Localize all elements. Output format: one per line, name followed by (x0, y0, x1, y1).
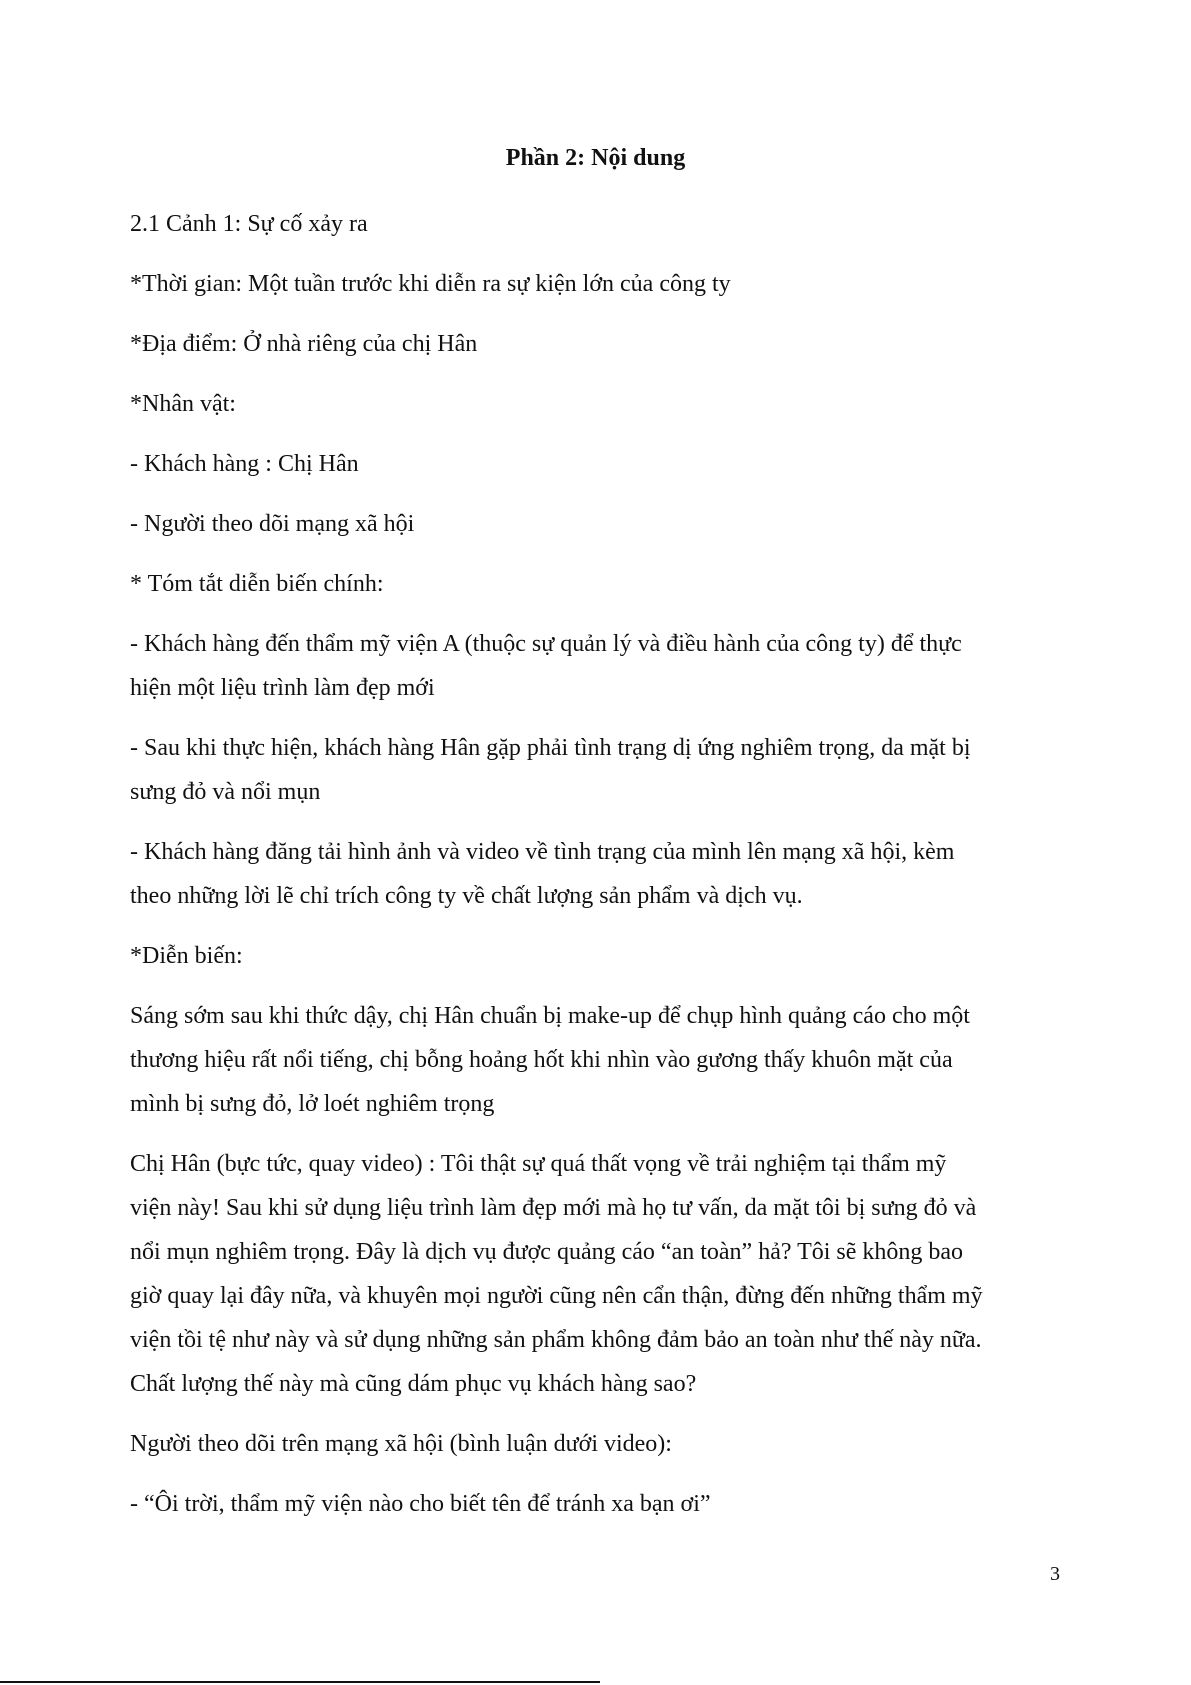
summary-item-3-line-2: theo những lời lẽ chỉ trích công ty về chất lượng sản phẩm và dịch vụ. (130, 883, 803, 909)
summary-item-1-line-2: hiện một liệu trình làm đẹp mới (130, 675, 435, 701)
followers-label: Người theo dõi trên mạng xã hội (bình luận dưới video): (130, 1431, 672, 1457)
characters-label: *Nhân vật: (130, 391, 236, 417)
narrative-line-1: Sáng sớm sau khi thức dậy, chị Hân chuẩn bị make-up để chụp hình quảng cáo cho một (130, 1003, 970, 1029)
summary-label: * Tóm tắt diễn biến chính: (130, 571, 384, 597)
dialogue-line-6: Chất lượng thế này mà cũng dám phục vụ khách hàng sao? (130, 1371, 697, 1397)
development-label: *Diễn biến: (130, 943, 243, 969)
summary-item-2-line-2: sưng đỏ và nổi mụn (130, 779, 321, 805)
summary-item-1-line-1: - Khách hàng đến thẩm mỹ viện A (thuộc sự quản lý và điều hành của công ty) để thực (130, 631, 962, 657)
character-followers: - Người theo dõi mạng xã hội (130, 511, 415, 537)
dialogue-line-4: giờ quay lại đây nữa, và khuyên mọi người cũng nên cẩn thận, đừng đến những thẩm mỹ (130, 1283, 983, 1309)
dialogue-line-1: Chị Hân (bực tức, quay video) : Tôi thật sự quá thất vọng về trải nghiệm tại thẩm mỹ (130, 1151, 947, 1177)
location-line: *Địa điểm: Ở nhà riêng của chị Hân (130, 331, 478, 357)
dialogue-line-5: viện tồi tệ như này và sử dụng những sản phẩm không đảm bảo an toàn như thế này nữa. (130, 1327, 982, 1353)
narrative-line-2: thương hiệu rất nổi tiếng, chị bỗng hoảng hốt khi nhìn vào gương thấy khuôn mặt của (130, 1047, 953, 1073)
scene-title: 2.1 Cảnh 1: Sự cố xảy ra (130, 211, 368, 237)
narrative-line-3: mình bị sưng đỏ, lở loét nghiêm trọng (130, 1091, 495, 1117)
summary-item-2-line-1: - Sau khi thực hiện, khách hàng Hân gặp phải tình trạng dị ứng nghiêm trọng, da mặt bị (130, 735, 971, 761)
dialogue-line-3: nổi mụn nghiêm trọng. Đây là dịch vụ được quảng cáo “an toàn” hả? Tôi sẽ không bao (130, 1239, 964, 1265)
page-number: 3 (1050, 1563, 1060, 1585)
document-body (130, 202, 1180, 1526)
follower-comment-1: - “Ôi trời, thẩm mỹ viện nào cho biết tên để tránh xa bạn ơi” (130, 1491, 711, 1517)
time-line: *Thời gian: Một tuần trước khi diễn ra sự kiện lớn của công ty (130, 271, 731, 297)
footer-rule (0, 1681, 600, 1683)
summary-item-3-line-1: - Khách hàng đăng tải hình ảnh và video về tình trạng của mình lên mạng xã hội, kèm (130, 839, 955, 865)
section-heading: Phần 2: Nội dung (505, 145, 686, 171)
dialogue-line-2: viện này! Sau khi sử dụng liệu trình làm đẹp mới mà họ tư vấn, da mặt tôi bị sưng đỏ và (130, 1195, 977, 1221)
character-customer: - Khách hàng : Chị Hân (130, 451, 359, 477)
